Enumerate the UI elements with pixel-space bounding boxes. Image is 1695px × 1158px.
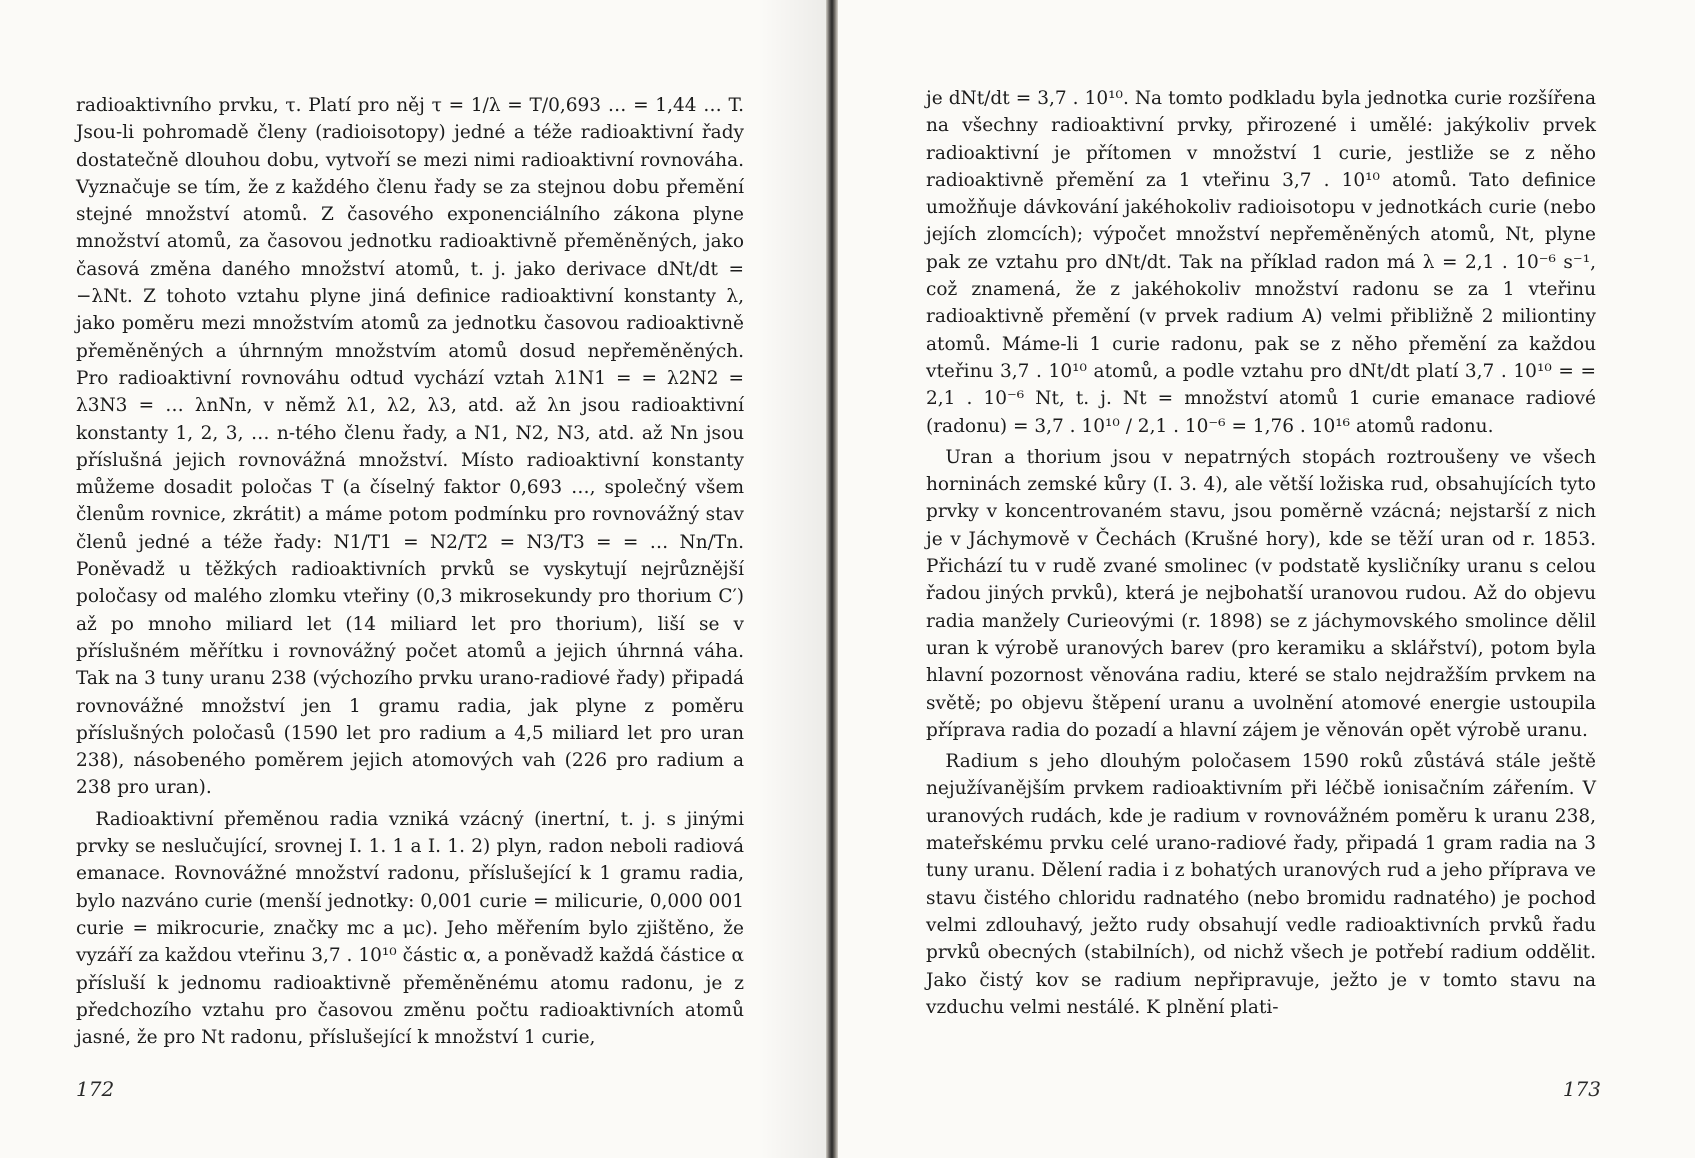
paragraph: Radium s jeho dlouhým poločasem 1590 roků zůstává stále ještě nejužívanějším prvkem radioaktivním při léčbě ionisačním zářením. V uranových rudách, kde je radium v rovnovážném poměru k uranu 238, mateřskému prvku celé urano-radiové řady, připadá 1 gram radia na 3 tuny uranu. Dělení radia i z bohatých uranových rud a jeho příprava ve stavu čistého chloridu radnatého (nebo bromidu radnatého) je pochod velmi zdlouhavý, ježto rudy obsahují vedle radioaktivních prvků řadu prvků obecných (stabilních), od nichž všech je potřebí radium oddělit. Jako čistý kov se radium nepřipravuje, ježto je v tomto stavu na vzduchu velmi nestálé. K plnění plati- — [926, 751, 1596, 1018]
right-page — [838, 0, 1695, 1158]
right-page-text — [926, 85, 1596, 1021]
book-gutter — [826, 0, 838, 1158]
page-shadow — [760, 0, 826, 1158]
left-page — [0, 0, 826, 1158]
paragraph: Radioaktivní přeměnou radia vzniká vzácný (inertní, t. j. s jinými prvky se neslučující, srovnej I. 1. 1 a I. 1. 2) plyn, radon neboli radiová emanace. Rovnovážné množství radonu, příslušející k 1 gramu radia, bylo nazváno curie (menší jednotky: 0,001 curie = milicurie, 0,000 001 curie = mikrocurie, značky mc a μc). Jeho měřením bylo zjištěno, že vyzáří za každou vteřinu 3,7 . 10¹⁰ částic α, a poněvadž každá částice α přísluší k jednomu radioaktivně přeměněnému atomu radonu, je z předchozího vztahu pro časovou změnu počtu radioaktivních atomů jasné, že pro Nt radonu, příslušející k množství 1 curie, — [76, 808, 744, 1049]
paragraph: je dNt/dt = 3,7 . 10¹⁰. Na tomto podkladu byla jednotka curie rozšířena na všechny radioaktivní prvky, přirozené i umělé: jakýkoliv prvek radioaktivní je přítomen v množství 1 curie, jestliže se z něho radioaktivně přemění za 1 vteřinu 3,7 . 10¹⁰ atomů. Tato definice umožňuje dávkování jakéhokoliv radioisotopu v jednotkách curie (nebo jejích zlomcích); výpočet množství nepřeměněných atomů, Nt, plyne pak ze vztahu pro dNt/dt. Tak na příklad radon má λ = 2,1 . 10⁻⁶ s⁻¹, což znamená, že z jakéhokoliv množství radonu se za 1 vteřinu radioaktivně přemění (v prvek radium A) velmi přibližně 2 miliontiny atomů. Máme-li 1 curie radonu, pak se z něho přemění za každou vteřinu 3,7 . 10¹⁰ atomů, a podle vztahu pro dNt/dt platí 3,7 . 10¹⁰ = = 2,1 . 10⁻⁶ Nt, t. j. Nt = množství atomů 1 curie emanace radiové (radonu) = 3,7 . 10¹⁰ / 2,1 . 10⁻⁶ = 1,76 . 10¹⁶ atomů radonu. — [926, 88, 1596, 437]
left-page-text — [76, 92, 744, 1051]
page-number: 172 — [76, 1077, 115, 1101]
paragraph: radioaktivního prvku, τ. Platí pro něj τ = 1/λ = T/0,693 … = 1,44 … T. Jsou-li pohromadě členy (radioisotopy) jedné a téže radioaktivní řady dostatečně dlouhou dobu, vytvoří se mezi nimi radioaktivní rovnováha. Vyznačuje se tím, že z každého členu řady se za stejnou dobu přemění stejné množství atomů. Z časového exponenciálního zákona plyne množství atomů, za časovou jednotku radioaktivně přeměněných, jako časová změna daného množství atomů, t. j. jako derivace dNt/dt = −λNt. Z tohoto vztahu plyne jiná definice radioaktivní konstanty λ, jako poměru mezi množstvím atomů za jednotku časovou radioaktivně přeměněných a úhrnným množstvím atomů dosud nepřeměněných. Pro radioaktivní rovnováhu odtud vychází vztah λ1N1 = = λ2N2 = λ3N3 = … λnNn, v němž λ1, λ2, λ3, atd. až λn jsou radioaktivní konstanty 1, 2, 3, … n-tého členu řady, a N1, N2, N3, atd. až Nn jsou příslušná jejich rovnovážná množství. Místo radioaktivní konstanty můžeme dosadit poločas T (a číselný faktor 0,693 …, společný všem členům rovnice, zkrátit) a máme potom podmínku pro rovnovážný stav členů jedné a téže řady: N1/T1 = N2/T2 = N3/T3 = = … Nn/Tn. Poněvadž u těžkých radioaktivních prvků se vyskytují nejrůznější poločasy od malého zlomku vteřiny (0,3 mikrosekundy pro thorium C′) až po mnoho miliard let (14 miliard let pro thorium), liší se v příslušném měřítku i rovnovážný počet atomů a jejich úhrnná váha. Tak na 3 tuny uranu 238 (výchozího prvku urano-radiové řady) připadá rovnovážné množství jen 1 gramu radia, jak plyne z poměru příslušných poločasů (1590 let pro radium a 4,5 miliard let pro uran 238), násobeného poměrem jejich atomových vah (226 pro radium a 238 pro uran). — [76, 95, 744, 799]
page-number: 173 — [1562, 1077, 1601, 1101]
paragraph: Uran a thorium jsou v nepatrných stopách roztroušeny ve všech horninách zemské kůry (I. 3. 4), ale větší ložiska rud, obsahujících tyto prvky v koncentrovaném stavu, jsou poměrně vzácná; nejstarší z nich je v Jáchymově v Čechách (Krušné hory), kde se těží uran od r. 1853. Přichází tu v rudě zvané smolinec (v podstatě kysličníky uranu s celou řadou jiných prvků), která je nejbohatší uranovou rudou. Až do objevu radia manžely Curieovými (r. 1898) se z jáchymovského smolince dělil uran k výrobě uranových barev (pro keramiku a sklářství), potom byla hlavní pozornost věnována radiu, které se stalo nejdražším prvkem na světě; po objevu štěpení uranu a uvolnění atomové energie ustoupila příprava radia do pozadí a hlavní zájem je věnován opět výrobě uranu. — [926, 446, 1596, 741]
